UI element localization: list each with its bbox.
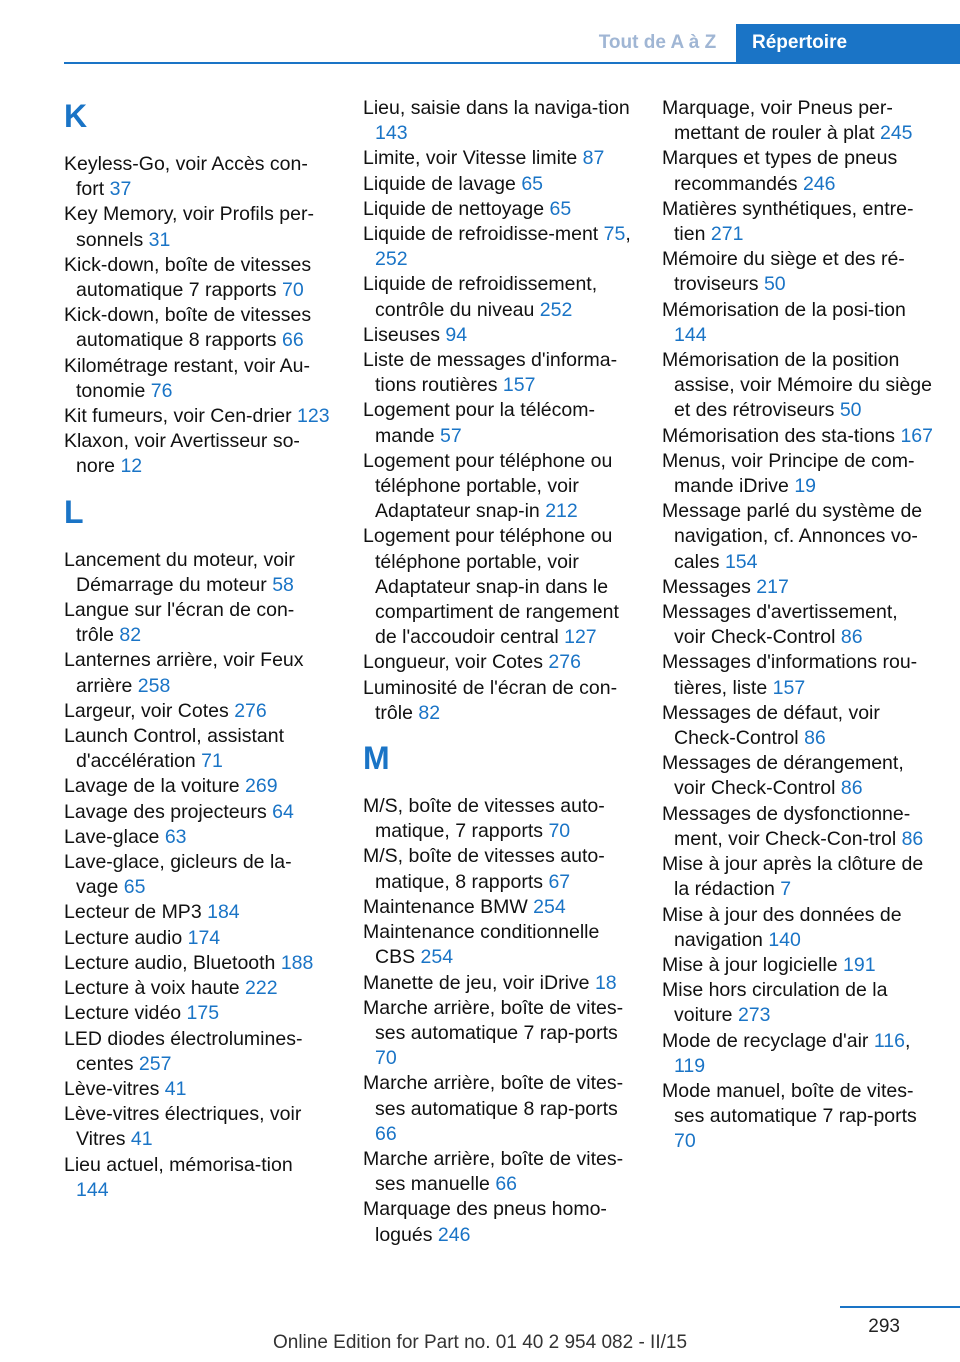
page-link[interactable]: 258 [137, 674, 171, 697]
index-entry [64, 354, 330, 404]
index-entry [64, 724, 330, 774]
index-entry-text: Kit fumeurs, voir Cen-drier [64, 405, 292, 428]
index-entry [662, 449, 934, 499]
index-entry [64, 429, 330, 479]
page-link[interactable]: 269 [245, 775, 278, 798]
index-entry-text: Marche arrière, boîte de vites-ses automatique 7 rap-ports [363, 996, 624, 1044]
index-entry [363, 524, 631, 650]
index-entry-text: Lecture vidéo [64, 1002, 182, 1025]
index-entry [64, 1077, 330, 1102]
page-link[interactable]: 65 [521, 172, 544, 195]
index-entry [363, 996, 631, 1072]
index-entry-text: Mode manuel, boîte de vites-ses automatique 7 rap-ports [662, 1079, 917, 1128]
index-entry-text: Mise à jour après la clôture de la rédaction [662, 853, 924, 901]
index-entry [662, 247, 934, 297]
index-entry-text: Largeur, voir Cotes [64, 699, 229, 722]
page-link[interactable]: 252 [375, 248, 408, 271]
page-link[interactable]: 271 [710, 223, 744, 246]
index-entry-text: Liseuses [363, 323, 440, 346]
index-entry-text: Lancement du moteur, voir Démarrage du moteur [64, 548, 295, 596]
page-number: 293 [868, 1316, 900, 1337]
index-entry [363, 272, 631, 322]
index-entry [363, 348, 631, 398]
page-link[interactable]: 254 [533, 895, 566, 918]
index-entry-text: Kick-down, boîte de vitesses automatique 8 rapports [64, 304, 312, 352]
page-link[interactable]: 64 [272, 800, 294, 823]
index-entry-text: Mémorisation des sta-tions [662, 424, 896, 447]
page-link[interactable]: 246 [802, 172, 836, 195]
page-link[interactable]: 58 [272, 573, 294, 596]
index-entry [363, 844, 631, 894]
index-entry [363, 650, 631, 675]
index-entry [363, 146, 631, 171]
index-entry [363, 1197, 631, 1247]
index-entry-text: Kick-down, boîte de vitesses automatique 7 rapports [64, 253, 312, 302]
index-entry [662, 499, 934, 575]
index-entry [64, 1102, 330, 1152]
index-entry-text: Launch Control, assistant d'accélération [64, 725, 285, 773]
page-link[interactable]: 257 [138, 1052, 172, 1075]
index-entry-text: Lanternes arrière, voir Feux arrière [64, 649, 304, 697]
index-entry [662, 424, 934, 449]
page-link[interactable]: 245 [879, 122, 913, 145]
page-link[interactable]: 70 [281, 279, 304, 302]
index-entry [64, 548, 330, 598]
index-entry-text: Messages de défaut, voir Check-Control [662, 701, 880, 750]
index-entry-text: Marquage, voir Pneus per-mettant de rouler à plat [662, 97, 893, 145]
page-link[interactable]: 37 [109, 178, 132, 201]
index-entry-text: Liquide de nettoyage [363, 197, 545, 220]
index-entry-text: Logement pour téléphone ou téléphone portable, voir Adaptateur snap-in [363, 449, 613, 523]
index-entry-text: Mémorisation de la posi-tion [662, 298, 906, 321]
index-entry-text: Messages [662, 575, 751, 598]
index-entry [363, 1071, 631, 1147]
index-entry-text: Mémoire du siège et des ré-troviseurs [662, 248, 905, 296]
index-entry [662, 298, 934, 348]
page-link[interactable]: 65 [123, 876, 146, 899]
page-link[interactable]: 144 [674, 323, 707, 346]
page-link[interactable]: 50 [763, 273, 786, 296]
page-link[interactable]: 31 [148, 228, 171, 251]
index-entry-text: Lecture audio, Bluetooth [64, 951, 276, 974]
footer-rule [840, 1306, 960, 1308]
page-link[interactable]: 7 [780, 878, 792, 901]
header-tab-repertoire[interactable]: Répertoire [736, 24, 960, 62]
index-entry [64, 825, 330, 850]
index-entry [64, 1001, 330, 1026]
page-link[interactable]: 246 [437, 1223, 471, 1246]
page-link[interactable]: 76 [150, 379, 173, 402]
page-link[interactable]: 254 [420, 946, 454, 969]
index-entry-text: Lavage de la voiture [64, 775, 240, 798]
page-link[interactable]: 184 [207, 901, 240, 924]
index-entry [64, 800, 330, 825]
index-entry [64, 303, 330, 353]
page-link[interactable]: 143 [375, 122, 408, 145]
index-entry-text: Messages de dérangement, voir Check-Control [662, 752, 904, 800]
index-entry [64, 774, 330, 799]
index-entry-text: M/S, boîte de vitesses auto-matique, 8 rapports [363, 845, 605, 893]
index-entry-text: Lève-vitres électriques, voir Vitres [64, 1103, 302, 1151]
index-entry-text: Lave-glace, gicleurs de la-vage [64, 851, 292, 899]
page-link[interactable]: 65 [549, 197, 572, 220]
page-link[interactable]: 174 [187, 926, 221, 949]
page-link[interactable]: 144 [76, 1178, 109, 1201]
index-entry-text: Mise à jour logicielle [662, 953, 838, 976]
index-column-1 [64, 96, 330, 1203]
page-header [0, 0, 960, 64]
page-link[interactable]: 66 [375, 1122, 397, 1145]
page-link[interactable]: 82 [418, 701, 441, 724]
index-entry-text: Lecture à voix haute [64, 977, 240, 1000]
page-link[interactable]: 276 [234, 699, 267, 722]
index-entry [64, 699, 330, 724]
page-link[interactable]: 217 [756, 575, 789, 598]
index-entry [64, 404, 330, 429]
page-link[interactable]: 86 [840, 777, 863, 800]
index-entry-text: Key Memory, voir Profils per-sonnels [64, 203, 314, 251]
page-link[interactable]: 57 [440, 424, 462, 447]
page-link[interactable]: 167 [900, 424, 933, 447]
index-entry [363, 197, 631, 222]
index-entry-text: Marques et types de pneus recommandés [662, 147, 898, 195]
page-link[interactable]: 70 [548, 820, 571, 843]
index-entry [662, 650, 934, 700]
page-link[interactable]: 71 [201, 750, 223, 773]
index-entry-text: Matières synthétiques, entre-tien [662, 197, 914, 246]
index-entry [64, 1153, 330, 1203]
page-link[interactable]: 119 [674, 1054, 706, 1077]
index-entry-text: Menus, voir Principe de com-mande iDrive [662, 449, 915, 498]
page-link[interactable]: 18 [594, 971, 617, 994]
index-entry-text: Marquage des pneus homo-logués [363, 1198, 607, 1246]
index-entry [64, 926, 330, 951]
page-link[interactable]: 86 [840, 626, 863, 649]
index-entry [363, 794, 631, 844]
index-entry-text: Lieu actuel, mémorisa-tion [64, 1153, 293, 1176]
index-entry [64, 253, 330, 303]
index-entry-text: Lecture audio [64, 926, 183, 949]
index-entry [363, 323, 631, 348]
index-entry-text: Mode de recyclage d'air [662, 1029, 869, 1052]
index-entry-text: Longueur, voir Cotes [363, 651, 543, 674]
index-column-3 [662, 96, 934, 1155]
index-entry [662, 978, 934, 1028]
index-entry [64, 202, 330, 252]
page-link[interactable]: 212 [545, 500, 578, 523]
index-entry [363, 172, 631, 197]
index-entry-text: Liste de messages d'informa-tions routières [363, 349, 618, 397]
index-entry [662, 1079, 934, 1155]
index-entry [64, 900, 330, 925]
index-entry [662, 146, 934, 196]
index-entry [363, 398, 631, 448]
page-link[interactable]: 63 [164, 825, 187, 848]
page-link[interactable]: 86 [901, 827, 924, 850]
index-entry-text: Lecteur de MP3 [64, 901, 202, 924]
index-entry: Liquide de refroidisse-ment 75, 252 [363, 223, 631, 271]
page-link[interactable]: 50 [839, 399, 862, 422]
header-tab-a-z[interactable]: Tout de A à Z [598, 32, 717, 53]
page-link[interactable]: 157 [772, 676, 806, 699]
index-entry [64, 951, 330, 976]
index-entry [64, 598, 330, 648]
index-entry [662, 903, 934, 953]
page-link[interactable]: 188 [280, 951, 314, 974]
index-entry [363, 920, 631, 970]
index-entry: Mode de recyclage d'air 116, 119 [662, 1029, 911, 1077]
page-link[interactable]: 70 [674, 1130, 696, 1153]
index-entry [363, 449, 631, 525]
index-entry-text: Marche arrière, boîte de vites-ses manuelle [363, 1147, 624, 1196]
index-column-2 [363, 96, 631, 1248]
index-entry-text: Mise hors circulation de la voiture [662, 979, 888, 1027]
page-link[interactable]: 276 [548, 651, 581, 674]
index-entry [662, 600, 934, 650]
index-entry [64, 152, 330, 202]
index-entry [64, 648, 330, 698]
page-link[interactable]: 86 [804, 727, 826, 750]
page-link[interactable]: 140 [768, 928, 801, 951]
index-entry-text: Message parlé du système de navigation, cf. Annonces vo-cales [662, 500, 923, 573]
index-entry-text: Liquide de lavage [363, 172, 516, 195]
page-link[interactable]: 70 [375, 1047, 397, 1070]
index-entry-text: Liquide de refroidissement, contrôle du niveau [363, 273, 598, 321]
index-entry [363, 676, 631, 726]
page-link[interactable]: 82 [119, 624, 142, 647]
index-entry-text: Liquide de refroidisse-ment [363, 223, 599, 246]
index-entry [662, 953, 934, 978]
page-link[interactable]: 87 [582, 147, 605, 170]
index-entry [662, 575, 934, 600]
index-letter: M [363, 740, 390, 777]
page-link[interactable]: 12 [120, 455, 143, 478]
index-entry-text: M/S, boîte de vitesses auto-matique, 7 rapports [363, 795, 605, 843]
index-entry [662, 197, 934, 247]
index-entry-text: Marche arrière, boîte de vites-ses automatique 8 rap-ports [363, 1072, 624, 1120]
index-letter: K [64, 98, 88, 134]
page-link[interactable]: 252 [539, 298, 573, 321]
page-link[interactable]: 19 [794, 475, 817, 498]
index-entry [363, 895, 631, 920]
index-entry-text: Luminosité de l'écran de con-trôle [363, 676, 618, 724]
index-entry-text: Messages d'avertissement, voir Check-Control [662, 601, 898, 649]
index-letter: L [64, 493, 84, 530]
index-entry-text: Maintenance BMW [363, 895, 528, 918]
index-entry [64, 850, 330, 900]
index-entry-text: Lavage des projecteurs [64, 800, 267, 823]
index-entry-text: Keyless-Go, voir Accès con-fort [64, 153, 308, 201]
page-link[interactable]: 123 [297, 405, 330, 428]
index-entry [662, 96, 934, 146]
index-entry-text: Klaxon, voir Avertisseur so-nore [64, 430, 300, 478]
index-entry [662, 701, 934, 751]
page-link[interactable]: 67 [548, 870, 571, 893]
page-link[interactable]: 116 [873, 1029, 905, 1052]
page-link[interactable]: 175 [186, 1002, 220, 1025]
index-entry [363, 971, 631, 996]
index-entry-text: Messages de dysfonctionne-ment, voir Check-Con-trol [662, 802, 911, 850]
header-rule [64, 62, 960, 64]
index-entry-text: LED diodes électrolumines-centes [64, 1027, 303, 1075]
page-link[interactable]: 94 [445, 323, 468, 346]
page-link[interactable]: 41 [130, 1128, 153, 1151]
index-entry [662, 751, 934, 801]
index-entry-text: Messages d'informations rou-tières, liste [662, 651, 918, 699]
index-entry [662, 348, 934, 424]
index-entry-text: Mise à jour des données de navigation [662, 903, 902, 951]
index-entry-text: Langue sur l'écran de con-trôle [64, 599, 295, 647]
index-entry [64, 976, 330, 1001]
index-entry-text: Logement pour la télécom-mande [363, 399, 595, 447]
page-link[interactable]: 273 [737, 1004, 771, 1027]
page-link[interactable]: 157 [502, 374, 536, 397]
index-entry [662, 852, 934, 902]
page-link[interactable]: 66 [495, 1173, 518, 1196]
page-link[interactable]: 154 [724, 550, 758, 573]
page-link[interactable]: 75 [603, 223, 626, 246]
index-entry-text: Limite, voir Vitesse limite [363, 147, 578, 170]
index-entry [363, 96, 631, 146]
footer-edition: Online Edition for Part no. 01 40 2 954 082 - II/15 [272, 1332, 688, 1353]
index-entry-text: Maintenance conditionnelle CBS [363, 921, 600, 969]
page-link[interactable]: 127 [564, 626, 597, 649]
index-entry-text: Mémorisation de la position assise, voir Mémoire du siège et des rétroviseurs [662, 349, 932, 422]
page-link[interactable]: 222 [245, 977, 278, 1000]
index-entry-text: Kilométrage restant, voir Au-tonomie [64, 354, 311, 402]
index-entry [662, 802, 934, 852]
index-entry [363, 1147, 631, 1197]
index-entry-text: Lieu, saisie dans la naviga-tion [363, 97, 630, 119]
index-entry-text: Manette de jeu, voir iDrive [363, 971, 590, 994]
page-link[interactable]: 191 [843, 953, 876, 976]
index-entry [64, 1027, 330, 1077]
index-entry-text: Lave-glace [64, 825, 160, 848]
index-entry-text: Lève-vitres [64, 1077, 160, 1100]
index-entry-text: Logement pour téléphone ou téléphone portable, voir Adaptateur snap-in dans le compartiment de rangement de l'accoudoir central [363, 525, 619, 649]
page-link[interactable]: 66 [281, 329, 304, 352]
page-link[interactable]: 41 [164, 1077, 187, 1100]
